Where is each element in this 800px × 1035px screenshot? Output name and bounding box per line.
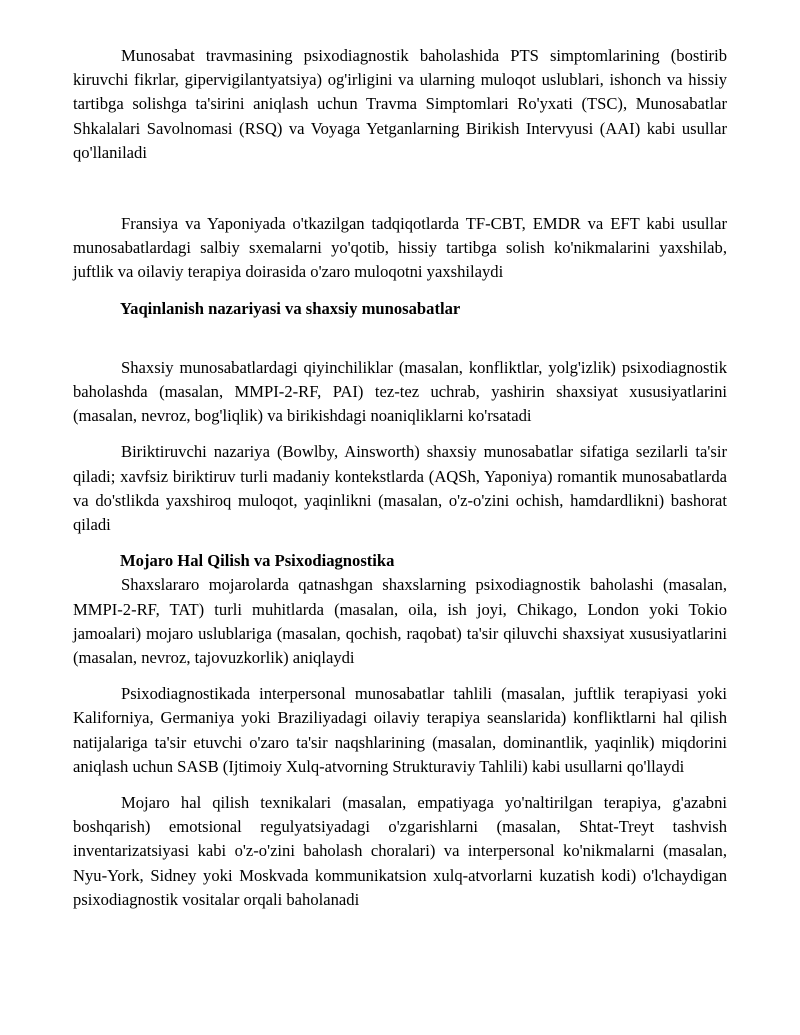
paragraph-interpersonal-conflicts: Shaxslararo mojarolarda qatnashgan shaxslarning psixodiagnostik baholashi (masalan, MMPI-2-RF, TAT) turli muhitlarda (masalan, oila, ish joyi, Chikago, London yoki Tokio jamoalari) mojaro uslublariga (masalan, qochish, raqobat) ta'sir qiluvchi shaxsiyat xususiyatlarini (masalan, nevroz, tajovuzkorlik) aniqlaydi <box>73 575 727 668</box>
paragraph-personal-difficulties: Shaxsiy munosabatlardagi qiyinchiliklar (masalan, konfliktlar, yolg'izlik) psixodiagnostik baholashda (masalan, MMPI-2-RF, PAI) tez-tez uchrab, yashirin shaxsiyat xususiyatlarini (masalan, nevroz, bog'liqlik) va birikishdagi noaniqliklarni ko'rsatadi <box>73 357 727 426</box>
paragraph-therapy-studies: Fransiya va Yaponiyada o'tkazilgan tadqiqotlarda TF-CBT, EMDR va EFT kabi usullar munosabatlardagi salbiy sxemalarni yo'qotib, hissiy tartibga solish ko'nikmalarini yaxshilab, juftlik va oilaviy terapiya doirasida o'zaro muloqotni yaxshilaydi <box>73 214 727 282</box>
document-page <box>73 44 727 912</box>
section-heading-conflict: Mojaro Hal Qilish va Psixodiagnostika <box>120 551 395 571</box>
section-heading-attachment: Yaqinlanish nazariyasi va shaxsiy munosabatlar <box>120 298 461 318</box>
paragraph-attachment-theory: Biriktiruvchi nazariya (Bowlby, Ainsworth) shaxsiy munosabatlar sifatiga sezilarli ta'sir qiladi; xavfsiz biriktiruv turli madaniy kontekstlarda (AQSh, Yaponiya) romantik munosabatlarda va do'stlikda yaxshiroq muloqot, yaqinlikni (masalan, o'z-o'zini ochish, hamdardlikni) bashorat qiladi <box>73 442 727 535</box>
paragraph-interpersonal-analysis: Psixodiagnostikada interpersonal munosabatlar tahlili (masalan, juftlik terapiyasi yoki Kaliforniya, Germaniya yoki Braziliyadagi oilaviy terapiya seanslarida) konfliktlarni hal qilish natijalariga ta'sir etuvchi o'zaro ta'sir naqshlarining (masalan, dominantlik, yaqinlik) miqdorini aniqlash uchun SASB (Ijtimoiy Xulq-atvorning Strukturaviy Tahlili) kabi usullarni qo'llaydi <box>73 684 727 776</box>
paragraph-trauma-assessment: Munosabat travmasining psixodiagnostik baholashida PTS simptomlarining (bostirib kiruvchi fikrlar, gipervigilantyatsiya) og'irligini va ularning muloqot uslublari, ishonch va hissiy tartibga solishga ta'sirini aniqlash uchun Travma Simptomlari Ro'yxati (TSC), Munosabatlar Shkalalari Savolnomasi (RSQ) va Voyaga Yetganlarning Birikish Intervyusi (AAI) kabi usullar qo'llaniladi <box>73 46 727 162</box>
paragraph-conflict-techniques: Mojaro hal qilish texnikalari (masalan, empatiyaga yo'naltirilgan terapiya, g'azabni boshqarish) emotsional regulyatsiyadagi o'zgarishlarni (masalan, Shtat-Treyt tashvish inventarizatsiyasi kabi o'z-o'zini baholash choralari) va interpersonal ko'nikmalarni (masalan, Nyu-York, Sidney yoki Moskvada kommunikatsion xulq-atvorlarni kuzatish kodi) o'lchaydigan psixodiagnostik vositalar orqali baholanadi <box>73 793 727 909</box>
